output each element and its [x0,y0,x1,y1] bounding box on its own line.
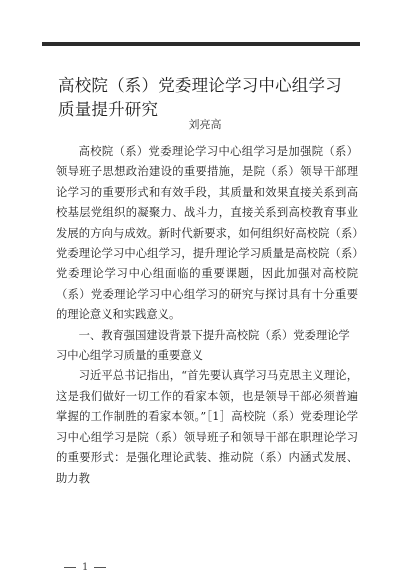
page-number: 1 [82,562,89,573]
intro-paragraph: 高校院（系）党委理论学习中心组学习是加强院（系）领导班子思想政治建设的重要措施，是院（系）领导干部理论学习的重要形式和有效手段，其质量和效果直接关系到高校基层党组织的凝聚力、战斗力，直接关系到高校教育事业发展的方向与成效。新时代新要求，如何组织好高校院（系）党委理论学习中心组学习，提升理论学习质量是高校院（系）党委理论学习中心组面临的重要课题，因此加强对高校院（系）党委理论学习中心组学习的研究与探讨具有十分重要的理论意义和实践意义。 [56,145,358,322]
article-body [56,142,358,489]
paper-title: 高校院（系）党委理论学习中心组学习质量提升研究 [58,76,342,119]
page-footer [58,562,112,573]
author-name: 刘亮高 [188,118,222,131]
header-rule [42,42,360,46]
section-heading: 一、教育强国建设背景下提升高校院（系）党委理论学习中心组学习质量的重要意义 [56,328,350,363]
section-paragraph: 习近平总书记指出，“首先要认真学习马克思主义理论，这是我们做好一切工作的看家本领，也是领导干部必须普遍掌握的工作制胜的看家本领。”［1］高校院（系）党委理论学习中心组学习是院（系）领导班子和领导干部在职理论学习的重要形式：是强化理论武装、推动院（系）内涵式发展、助力教 [56,369,358,485]
footer-dash-right [94,567,106,568]
footer-dash-left [64,567,76,568]
